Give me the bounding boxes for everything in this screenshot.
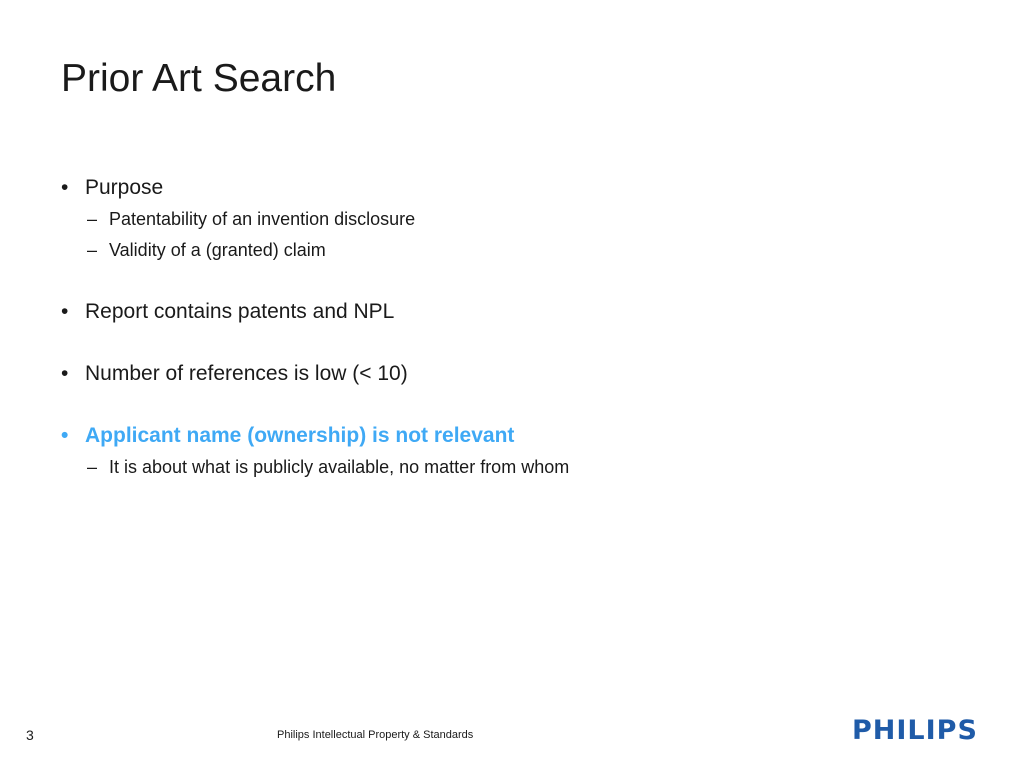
bullet-marker: • bbox=[61, 300, 69, 323]
page-number: 3 bbox=[26, 727, 34, 743]
sub-bullet-text: It is about what is publicly available, no matter from whom bbox=[109, 457, 570, 477]
slide-title: Prior Art Search bbox=[61, 57, 337, 100]
bullet-group-references bbox=[61, 358, 961, 390]
bullet-list bbox=[61, 172, 961, 513]
bullet-group-applicant bbox=[61, 420, 961, 483]
sub-bullet-text: Validity of a (granted) claim bbox=[109, 240, 326, 260]
footer-organization: Philips Intellectual Property & Standards bbox=[277, 729, 474, 741]
philips-logo: PHILIPS bbox=[852, 715, 978, 746]
bullet-marker: • bbox=[61, 424, 69, 447]
bullet-text: Applicant name (ownership) is not relevant bbox=[85, 424, 515, 447]
sub-bullet-item bbox=[61, 452, 961, 483]
bullet-group-purpose bbox=[61, 172, 961, 266]
bullet-item bbox=[61, 296, 961, 328]
sub-bullet-text: Patentability of an invention disclosure bbox=[109, 209, 416, 229]
bullet-item-highlighted bbox=[61, 420, 961, 452]
bullet-group-report bbox=[61, 296, 961, 328]
bullet-marker: • bbox=[61, 176, 69, 199]
bullet-marker: • bbox=[61, 362, 69, 385]
bullet-text: Report contains patents and NPL bbox=[85, 300, 395, 323]
bullet-item bbox=[61, 358, 961, 390]
sub-bullet-marker: – bbox=[87, 457, 98, 477]
sub-bullet-marker: – bbox=[87, 240, 98, 260]
sub-bullet-marker: – bbox=[87, 209, 98, 229]
bullet-text: Purpose bbox=[85, 176, 164, 199]
sub-bullet-item bbox=[61, 204, 961, 235]
sub-bullet-item bbox=[61, 235, 961, 266]
bullet-text: Number of references is low (< 10) bbox=[85, 362, 408, 385]
bullet-item bbox=[61, 172, 961, 204]
